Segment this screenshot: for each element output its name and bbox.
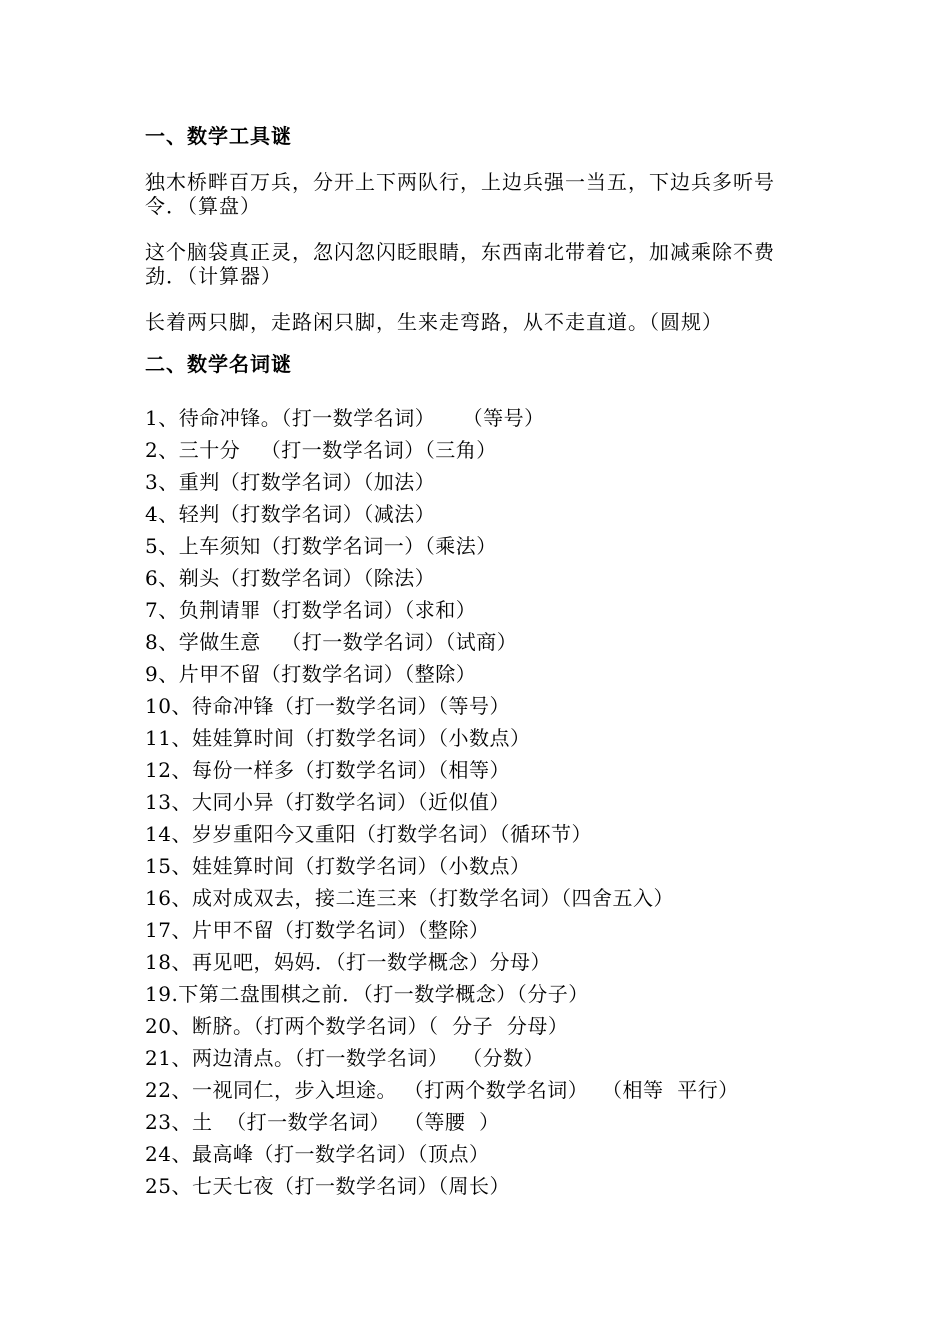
list-item: 13、大同小异（打数学名词）（近似值）	[145, 790, 510, 814]
list-item: 1、待命冲锋。（打一数学名词） （等号）	[145, 406, 545, 430]
list-item: 17、片甲不留（打数学名词）（整除）	[145, 918, 490, 942]
list-item: 20、断脐。（打两个数学名词）（ 分子 分母）	[145, 1014, 569, 1038]
section-title-math-terms: 二、数学名词谜	[145, 352, 292, 376]
riddle-paragraph-calculator: 这个脑袋真正灵，忽闪忽闪眨眼睛，东西南北带着它，加减乘除不费劲．（计算器）	[145, 240, 775, 288]
riddle-list	[145, 402, 815, 1202]
list-item: 7、负荆请罪（打数学名词）（求和）	[145, 598, 477, 622]
list-item: 2、三十分 （打一数学名词）（三角）	[145, 438, 497, 462]
list-item: 25、七天七夜（打一数学名词）（周长）	[145, 1174, 510, 1198]
list-item: 21、两边清点。（打一数学名词） （分数）	[145, 1046, 545, 1070]
list-item: 11、娃娃算时间（打数学名词）（小数点）	[145, 726, 531, 750]
list-item: 23、土 （打一数学名词） （等腰 ）	[145, 1110, 500, 1134]
list-item: 5、上车须知（打数学名词一）（乘法）	[145, 534, 497, 558]
list-item: 12、每份一样多（打数学名词）（相等）	[145, 758, 510, 782]
list-item: 24、最高峰（打一数学名词）（顶点）	[145, 1142, 490, 1166]
list-item: 22、一视同仁，步入坦途。 （打两个数学名词） （相等 平行）	[145, 1078, 739, 1102]
list-item: 4、轻判（打数学名词）（减法）	[145, 502, 436, 526]
riddle-paragraph-compass: 长着两只脚，走路闲只脚，生来走弯路，从不走直道。（圆规）	[145, 310, 723, 334]
list-item: 16、成对成双去，接二连三来（打数学名词）（四舍五入）	[145, 886, 674, 910]
list-item: 19.下第二盘围棋之前．（打一数学概念）（分子）	[145, 982, 589, 1006]
list-item: 8、学做生意 （打一数学名词）（试商）	[145, 630, 518, 654]
list-item: 10、待命冲锋（打一数学名词）（等号）	[145, 694, 510, 718]
document-page	[145, 120, 815, 1202]
list-item: 18、再见吧，妈妈．（打一数学概念）分母）	[145, 950, 551, 974]
section-title-math-tools: 一、数学工具谜	[145, 124, 292, 148]
list-item: 14、岁岁重阳今又重阳（打数学名词）（循环节）	[145, 822, 592, 846]
list-item: 6、剃头（打数学名词）（除法）	[145, 566, 436, 590]
list-item: 9、片甲不留（打数学名词）（整除）	[145, 662, 477, 686]
list-item: 15、娃娃算时间（打数学名词）（小数点）	[145, 854, 531, 878]
list-item: 3、重判（打数学名词）（加法）	[145, 470, 436, 494]
riddle-paragraph-abacus: 独木桥畔百万兵，分开上下两队行，上边兵强一当五，下边兵多听号令．（算盘）	[145, 170, 775, 218]
